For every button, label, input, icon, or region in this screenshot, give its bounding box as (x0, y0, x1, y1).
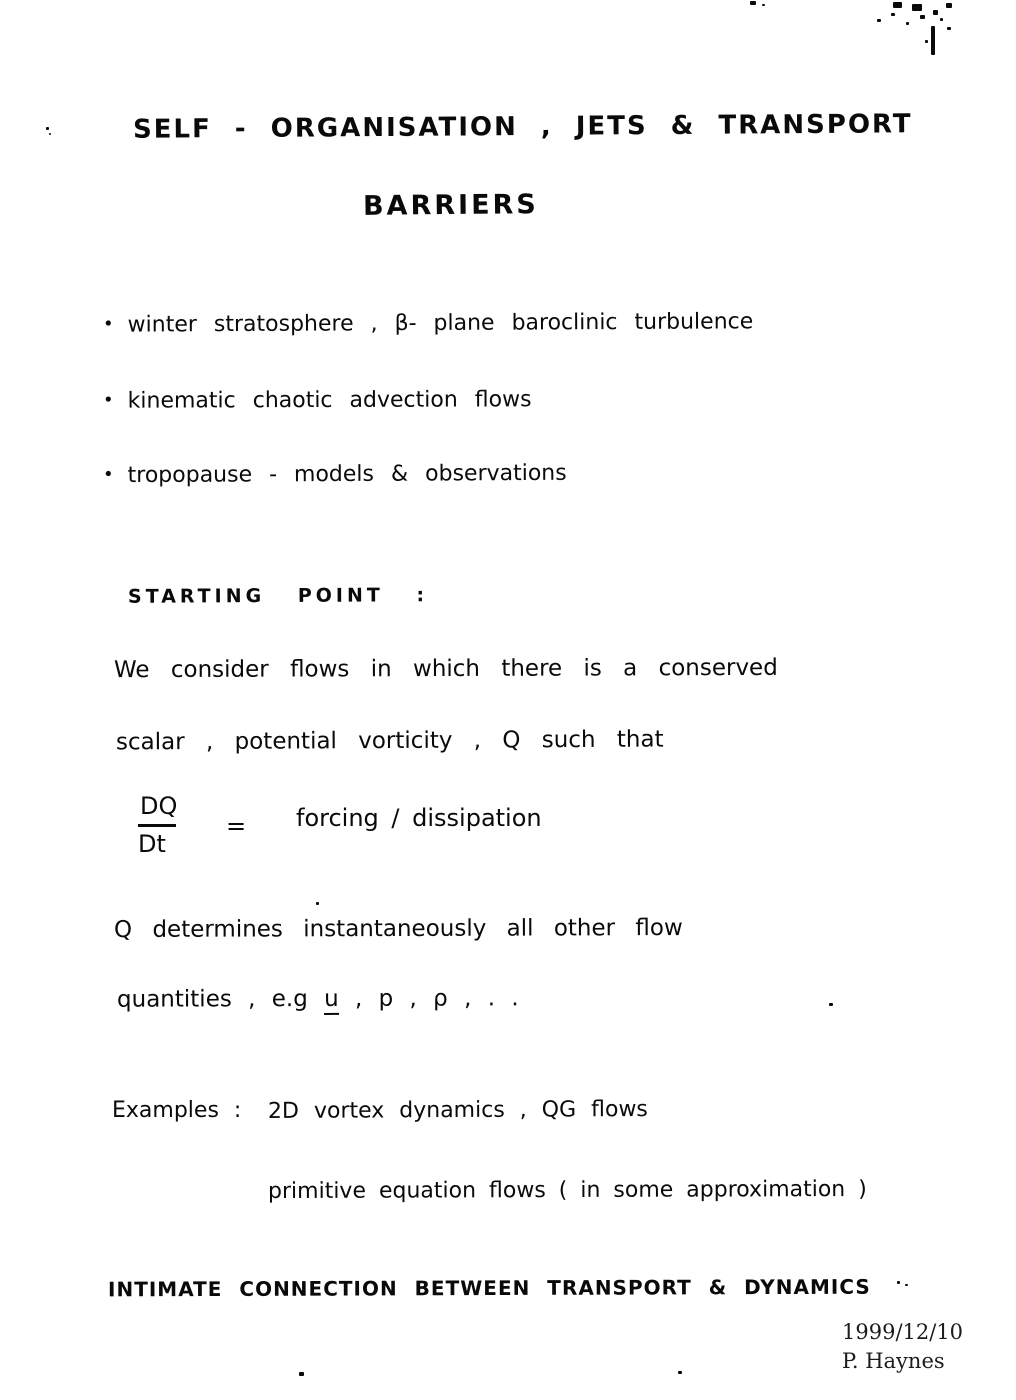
paragraph2-line1: Q determines instantaneously all other flow (113, 915, 683, 943)
scan-speckle (829, 1003, 833, 1006)
underlined-u-symbol: u (324, 986, 339, 1015)
scan-speckle (299, 1372, 304, 1376)
scan-speckle (906, 22, 909, 25)
examples-line2: primitive equation flows ( in some approximation ) (267, 1176, 867, 1205)
equation-rhs: forcing / dissipation (296, 804, 542, 832)
scan-speckle (46, 127, 49, 130)
scan-speckle (316, 902, 319, 905)
scan-speckle (897, 1281, 900, 1284)
scan-speckle (905, 1284, 908, 1286)
scan-speckle (893, 2, 902, 8)
scan-speckle (946, 3, 952, 8)
bullet-item (103, 309, 753, 337)
author-name: P. Haynes (842, 1349, 945, 1373)
bullet-item (103, 387, 532, 413)
bullet-text: winter stratosphere , β- plane baroclinic turbulence (127, 309, 754, 338)
scan-speckle (750, 1, 756, 5)
page-title-line-2: BARRIERS (362, 189, 539, 222)
date-stamp: 1999/12/10 (842, 1320, 964, 1344)
bullet-text: kinematic chaotic advection flows (127, 387, 532, 414)
scan-speckle (891, 13, 895, 16)
scan-speckle (912, 4, 922, 11)
scan-speckle (940, 18, 943, 21)
examples-line1: 2D vortex dynamics , QG flows (267, 1097, 648, 1124)
scan-speckle (947, 27, 951, 30)
paragraph2-line2-prefix: quantities , e.g (116, 985, 325, 1013)
paragraph2-line2 (117, 985, 519, 1012)
scan-speckle (762, 4, 765, 6)
scan-speckle (920, 15, 925, 19)
page-title-line-1: SELF - ORGANISATION , JETS & TRANSPORT (132, 109, 913, 145)
scan-speckle (933, 10, 938, 15)
fraction-bar (138, 824, 176, 827)
equation-numerator: DQ (140, 792, 178, 820)
paragraph2-line2-suffix: , p , ρ , . . (338, 985, 519, 1012)
equation-denominator: Dt (138, 830, 166, 858)
scan-speckle (877, 19, 881, 22)
scan-speckle (678, 1371, 682, 1374)
scan-stroke (931, 26, 935, 55)
scan-speckle (925, 40, 928, 43)
scan-speckle (49, 133, 51, 135)
bullet-icon: • (102, 389, 114, 411)
bullet-icon: • (102, 313, 114, 335)
bullet-text: tropopause - models & observations (127, 460, 567, 489)
equation-fraction (138, 792, 177, 858)
paragraph1-line1: We consider flows in which there is a conserved (113, 654, 778, 684)
bullet-item (103, 461, 567, 488)
examples-label: Examples : (112, 1098, 242, 1123)
bullet-icon: • (102, 464, 114, 486)
equals-sign: = (226, 812, 247, 840)
section-heading: STARTING POINT : (127, 584, 429, 608)
equation (138, 792, 698, 882)
footer-statement: INTIMATE CONNECTION BETWEEN TRANSPORT & DYNAMICS (107, 1274, 871, 1302)
paragraph1-line2: scalar , potential vorticity , Q such that (115, 726, 664, 756)
